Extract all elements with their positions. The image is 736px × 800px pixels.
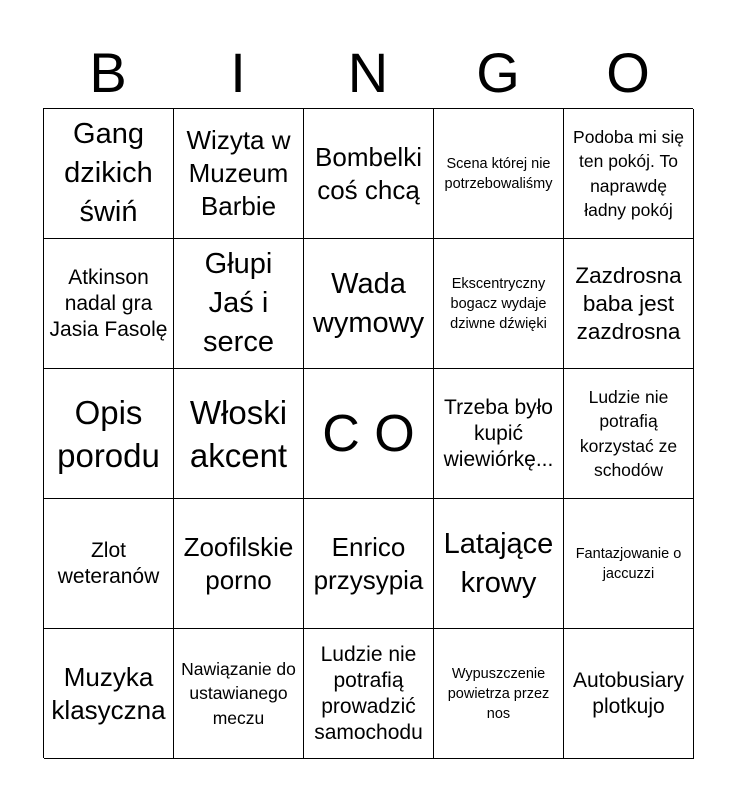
bingo-cell-r3-c1[interactable] xyxy=(44,369,174,499)
bingo-cell-r4-c3[interactable] xyxy=(304,499,434,629)
header-letter-o: O xyxy=(606,41,650,104)
bingo-cell-r3-c4[interactable] xyxy=(434,369,564,499)
bingo-cell-r5-c3[interactable] xyxy=(304,629,434,759)
cell-text: Zlot weteranów xyxy=(57,538,160,588)
bingo-cell-r5-c5[interactable] xyxy=(564,629,694,759)
cell-text: Scena której nie potrzebowaliśmy xyxy=(444,155,553,192)
bingo-board xyxy=(43,108,693,758)
cell-text: Gang dzikich świń xyxy=(64,118,153,228)
header-letter-g: G xyxy=(476,41,520,104)
header-letter-n: N xyxy=(347,41,389,104)
bingo-cell-r1-c1[interactable] xyxy=(44,109,174,239)
bingo-cell-r2-c5[interactable] xyxy=(564,239,694,369)
bingo-cell-r5-c1[interactable] xyxy=(44,629,174,759)
bingo-header xyxy=(43,38,693,108)
cell-text: Ludzie nie potrafią korzystać ze schodów xyxy=(579,386,678,480)
bingo-cell-r2-c3[interactable] xyxy=(304,239,434,369)
cell-text: Ludzie nie potrafią prowadzić samochodu xyxy=(314,642,423,744)
cell-text: Wada wymowy xyxy=(312,267,425,339)
bingo-cell-r1-c4[interactable] xyxy=(434,109,564,239)
cell-text: Latające krowy xyxy=(443,527,554,599)
bingo-cell-r1-c2[interactable] xyxy=(174,109,304,239)
bingo-cell-r4-c2[interactable] xyxy=(174,499,304,629)
header-letter-b: B xyxy=(89,41,127,104)
cell-text: Wypuszczenie powietrza przez nos xyxy=(447,665,550,722)
bingo-cell-r4-c5[interactable] xyxy=(564,499,694,629)
bingo-cell-r1-c5[interactable] xyxy=(564,109,694,239)
cell-text: Trzeba było kupić wiewiórkę... xyxy=(443,395,554,471)
cell-text: Fantazjowanie o jaccuzzi xyxy=(575,545,682,582)
bingo-cell-r5-c4[interactable] xyxy=(434,629,564,759)
bingo-cell-r5-c2[interactable] xyxy=(174,629,304,759)
bingo-cell-r2-c4[interactable] xyxy=(434,239,564,369)
cell-text: Włoski akcent xyxy=(189,393,288,474)
cell-text: Podoba mi się ten pokój. To naprawdę ładny pokój xyxy=(573,126,684,220)
bingo-cell-r4-c1[interactable] xyxy=(44,499,174,629)
cell-text: Zazdrosna baba jest zazdrosna xyxy=(575,262,682,344)
cell-text: Wizyta w Muzeum Barbie xyxy=(186,125,291,221)
bingo-cell-r3-c2[interactable] xyxy=(174,369,304,499)
bingo-cell-r3-c5[interactable] xyxy=(564,369,694,499)
bingo-cell-r4-c4[interactable] xyxy=(434,499,564,629)
header-letter-i: I xyxy=(230,41,246,104)
cell-text: Głupi Jaś i serce xyxy=(203,248,274,358)
cell-text: Muzyka klasyczna xyxy=(51,661,166,725)
bingo-cell-free-space[interactable] xyxy=(304,369,434,499)
bingo-cell-r2-c1[interactable] xyxy=(44,239,174,369)
cell-text: Nawiązanie do ustawianego meczu xyxy=(181,658,296,728)
cell-text: Autobusiary plotkujo xyxy=(573,668,684,718)
bingo-cell-r2-c2[interactable] xyxy=(174,239,304,369)
cell-text: Opis porodu xyxy=(57,393,160,474)
cell-text: Ekscentryczny bogacz wydaje dziwne dźwięki xyxy=(450,275,547,332)
cell-text: Atkinson nadal gra Jasia Fasolę xyxy=(49,265,168,341)
cell-text: Zoofilskie porno xyxy=(183,531,294,595)
cell-text: Enrico przysypia xyxy=(313,531,424,595)
bingo-cell-r1-c3[interactable] xyxy=(304,109,434,239)
cell-text: C O xyxy=(322,404,415,463)
cell-text: Bombelki coś chcą xyxy=(315,141,422,205)
